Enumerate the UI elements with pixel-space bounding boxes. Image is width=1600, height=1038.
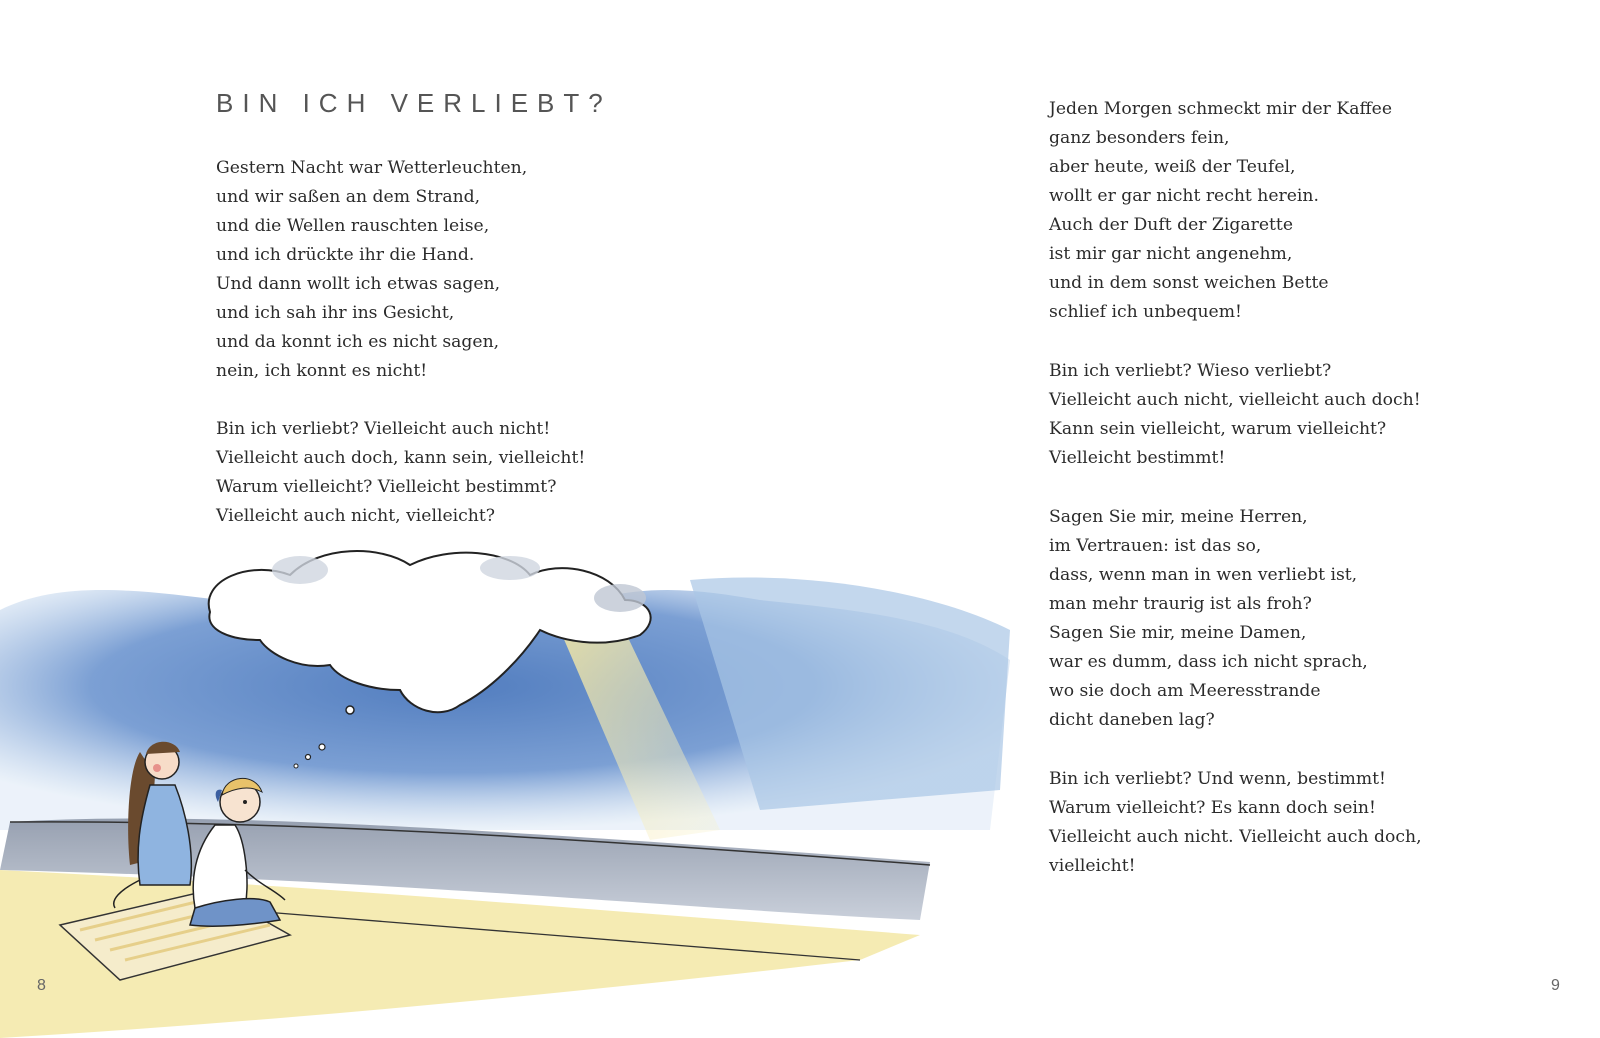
verse-line: nein, ich konnt es nicht! xyxy=(216,361,428,381)
verse-line: war es dumm, dass ich nicht sprach, xyxy=(1049,652,1368,672)
verse-line: Vielleicht bestimmt! xyxy=(1049,448,1226,468)
verse-line: und in dem sonst weichen Bette xyxy=(1049,273,1329,293)
cloud-shade xyxy=(480,556,540,580)
verse-line: Sagen Sie mir, meine Herren, xyxy=(1049,507,1308,527)
verse-line: Warum vielleicht? Vielleicht bestimmt? xyxy=(216,477,557,497)
verse-line: Sagen Sie mir, meine Damen, xyxy=(1049,623,1307,643)
verse-line: dass, wenn man in wen verliebt ist, xyxy=(1049,565,1358,585)
verse-line: Vielleicht auch nicht, vielleicht? xyxy=(216,506,495,526)
verse-line: ganz besonders fein, xyxy=(1049,128,1230,148)
verse-line: und wir saßen an dem Strand, xyxy=(216,187,481,207)
thought-bubble xyxy=(294,764,298,768)
verse-line: man mehr traurig ist als froh? xyxy=(1049,594,1312,614)
verse-line: und da konnt ich es nicht sagen, xyxy=(216,332,500,352)
verse-line: und die Wellen rauschten leise, xyxy=(216,216,490,236)
right-stanza-2 xyxy=(1049,357,1421,473)
right-stanza-4 xyxy=(1049,765,1422,881)
verse-line: Gestern Nacht war Wetterleuchten, xyxy=(216,158,528,178)
verse-line: im Vertrauen: ist das so, xyxy=(1049,536,1262,556)
thought-bubble xyxy=(346,706,354,714)
page-number-left: 8 xyxy=(37,977,46,994)
right-stanza-3 xyxy=(1049,503,1368,735)
verse-line: schlief ich unbequem! xyxy=(1049,302,1242,322)
verse-line: Bin ich verliebt? Und wenn, bestimmt! xyxy=(1049,769,1386,789)
woman-blush xyxy=(153,764,161,772)
left-stanza-1 xyxy=(216,154,527,386)
poem-title: BIN ICH VERLIEBT? xyxy=(216,88,612,118)
verse-line: Bin ich verliebt? Vielleicht auch nicht! xyxy=(216,419,551,439)
cloud-shade xyxy=(594,584,646,612)
verse-line: Vielleicht auch doch, kann sein, vielleicht! xyxy=(216,448,586,468)
verse-line: wo sie doch am Meeresstrande xyxy=(1049,681,1321,701)
verse-line: Und dann wollt ich etwas sagen, xyxy=(216,274,501,294)
verse-line: aber heute, weiß der Teufel, xyxy=(1049,157,1296,177)
verse-line: Auch der Duft der Zigarette xyxy=(1049,215,1293,235)
verse-line: wollt er gar nicht recht herein. xyxy=(1049,186,1319,206)
verse-line: vielleicht! xyxy=(1049,856,1136,876)
verse-line: Jeden Morgen schmeckt mir der Kaffee xyxy=(1049,99,1393,119)
page-number-right: 9 xyxy=(1551,977,1560,994)
thought-bubble xyxy=(319,744,325,750)
verse-line: Vielleicht auch nicht. Vielleicht auch doch, xyxy=(1049,827,1422,847)
thought-bubble xyxy=(306,755,311,760)
cloud-shade xyxy=(272,556,328,584)
beach-illustration xyxy=(0,540,1030,1038)
verse-line: Kann sein vielleicht, warum vielleicht? xyxy=(1049,419,1387,439)
verse-line: und ich sah ihr ins Gesicht, xyxy=(216,303,455,323)
left-stanza-2 xyxy=(216,415,585,531)
right-stanza-1 xyxy=(1049,95,1392,327)
verse-line: Vielleicht auch nicht, vielleicht auch doch! xyxy=(1049,390,1421,410)
verse-line: Bin ich verliebt? Wieso verliebt? xyxy=(1049,361,1332,381)
verse-line: dicht daneben lag? xyxy=(1049,710,1215,730)
verse-line: Warum vielleicht? Es kann doch sein! xyxy=(1049,798,1376,818)
verse-line: und ich drückte ihr die Hand. xyxy=(216,245,475,265)
verse-line: ist mir gar nicht angenehm, xyxy=(1049,244,1293,264)
